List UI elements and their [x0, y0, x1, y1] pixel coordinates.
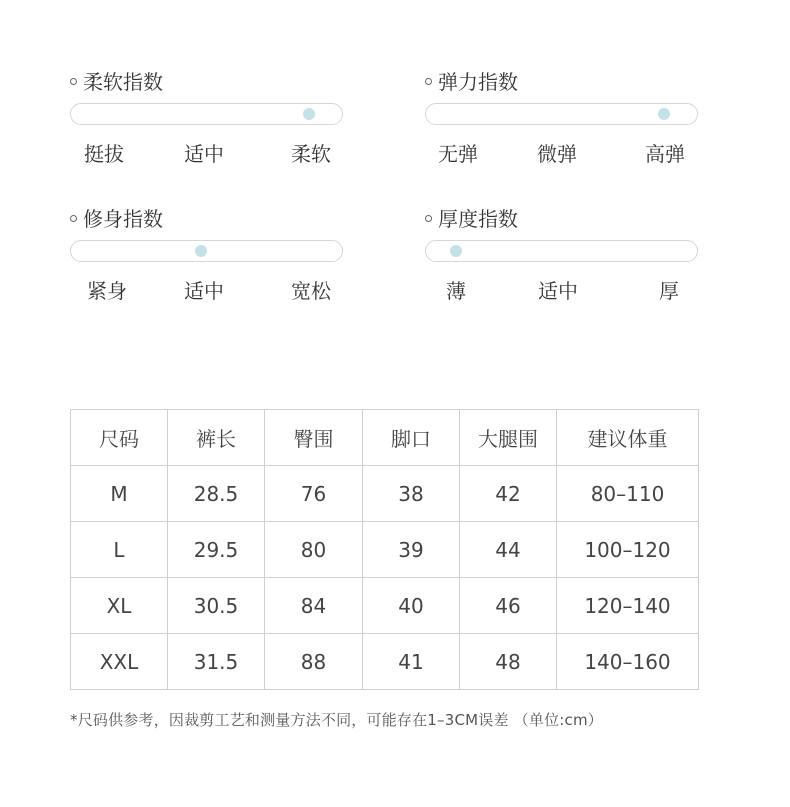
table-cell: 44	[460, 522, 557, 578]
header-thigh: 大腿围	[460, 410, 557, 466]
index-track	[425, 103, 698, 125]
scale-label-low: 无弹	[438, 142, 478, 166]
scale-label-low: 薄	[446, 279, 466, 303]
header-pants-length: 裤长	[168, 410, 265, 466]
table-cell: 40	[363, 578, 460, 634]
table-cell: 84	[265, 578, 363, 634]
index-indicator	[195, 245, 207, 257]
scale-label-low: 紧身	[87, 279, 127, 303]
bullet-icon	[70, 215, 77, 222]
table-cell: 80	[265, 522, 363, 578]
table-cell: 38	[363, 466, 460, 522]
table-cell: 29.5	[168, 522, 265, 578]
scale-label-mid: 适中	[184, 279, 224, 303]
table-cell: XXL	[71, 634, 168, 690]
table-cell: 80–110	[557, 466, 699, 522]
scale-label-mid: 适中	[184, 142, 224, 166]
scale-label-high: 厚	[659, 279, 679, 303]
table-cell: 28.5	[168, 466, 265, 522]
scale-label-high: 高弹	[645, 142, 685, 166]
index-title: 柔软指数	[70, 66, 163, 95]
table-row	[71, 466, 699, 522]
table-cell: 41	[363, 634, 460, 690]
table-cell: 42	[460, 466, 557, 522]
table-cell: L	[71, 522, 168, 578]
index-indicator	[303, 108, 315, 120]
table-cell: 76	[265, 466, 363, 522]
table-cell: 140–160	[557, 634, 699, 690]
header-hip: 臀围	[265, 410, 363, 466]
index-title: 修身指数	[70, 203, 163, 232]
index-track	[70, 240, 343, 262]
table-cell: 46	[460, 578, 557, 634]
table-cell: 30.5	[168, 578, 265, 634]
table-row	[71, 634, 699, 690]
index-indicator	[658, 108, 670, 120]
index-indicator	[450, 245, 462, 257]
index-track	[425, 240, 698, 262]
scale-label-high: 宽松	[291, 279, 331, 303]
scale-label-mid: 微弹	[537, 142, 577, 166]
header-size: 尺码	[71, 410, 168, 466]
table-header-row	[71, 410, 699, 466]
header-weight: 建议体重	[557, 410, 699, 466]
bullet-icon	[425, 78, 432, 85]
scale-label-mid: 适中	[538, 279, 578, 303]
index-track	[70, 103, 343, 125]
table-cell: 39	[363, 522, 460, 578]
table-cell: 31.5	[168, 634, 265, 690]
table-cell: M	[71, 466, 168, 522]
index-title: 弹力指数	[425, 66, 518, 95]
bullet-icon	[425, 215, 432, 222]
table-row	[71, 522, 699, 578]
scale-label-low: 挺拔	[84, 142, 124, 166]
scale-label-high: 柔软	[291, 142, 331, 166]
index-title: 厚度指数	[425, 203, 518, 232]
table-row	[71, 578, 699, 634]
table-cell: 48	[460, 634, 557, 690]
table-cell: XL	[71, 578, 168, 634]
bullet-icon	[70, 78, 77, 85]
size-note: *尺码供参考，因裁剪工艺和测量方法不同，可能存在1–3CM误差 （单位:cm）	[70, 711, 603, 729]
header-leg-opening: 脚口	[363, 410, 460, 466]
table-cell: 120–140	[557, 578, 699, 634]
table-cell: 88	[265, 634, 363, 690]
size-table	[70, 409, 699, 690]
table-cell: 100–120	[557, 522, 699, 578]
